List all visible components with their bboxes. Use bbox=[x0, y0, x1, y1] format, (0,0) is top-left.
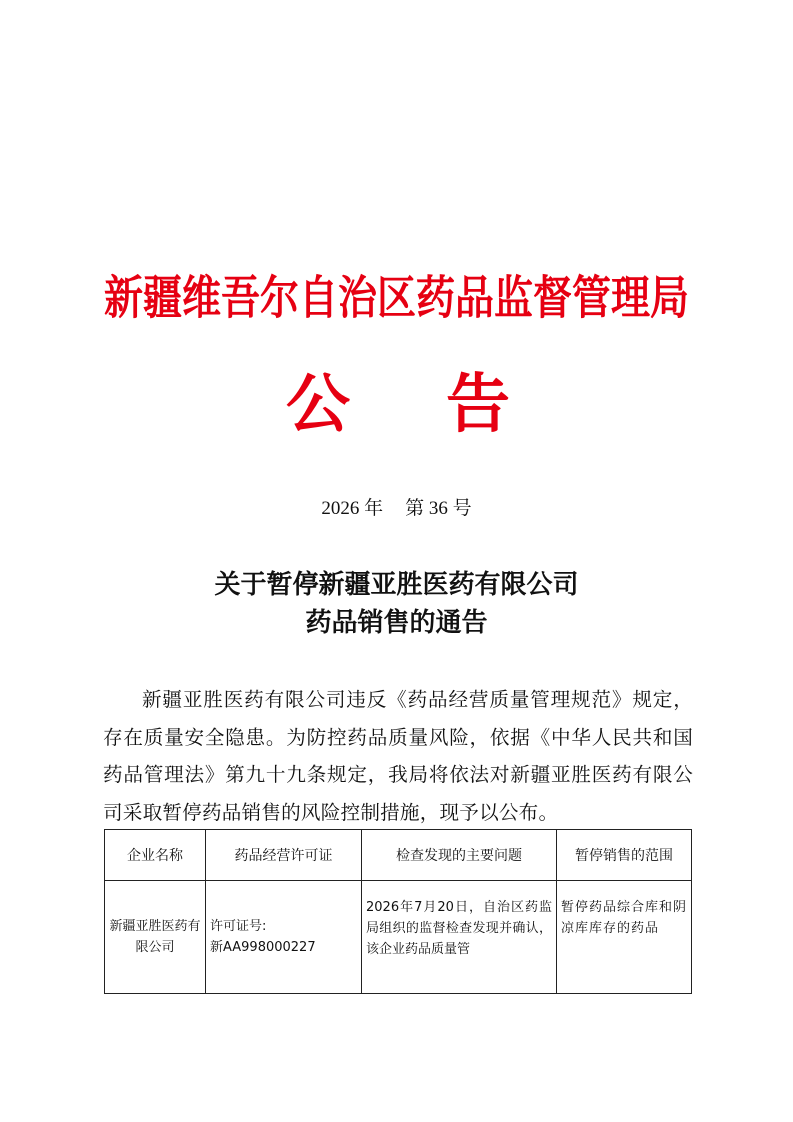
header-scope: 暂停销售的范围 bbox=[557, 830, 692, 881]
header-license: 药品经营许可证 bbox=[206, 830, 362, 881]
issues-text: 2026年7月20日，自治区药监局组织的监督检查发现并确认，该企业药品质量管 bbox=[366, 900, 552, 957]
table-header-row bbox=[105, 830, 692, 881]
body-paragraph: 新疆亚胜医药有限公司违反《药品经营质量管理规范》规定，存在质量安全隐患。为防控药品质量风险，依据《中华人民共和国药品管理法》第九十九条规定，我局将依法对新疆亚胜医药有限公司采取暂停药品销售的风险控制措施，现予以公布。 bbox=[103, 688, 693, 824]
cell-scope: 暂停药品综合库和阴凉库库存的药品 bbox=[557, 881, 692, 994]
header-issues: 检查发现的主要问题 bbox=[362, 830, 557, 881]
org-title: 新疆维吾尔自治区药品监督管理局 bbox=[103, 270, 689, 326]
document-year: 2026 年 bbox=[321, 498, 384, 519]
headline-line-2: 药品销售的通告 bbox=[305, 608, 488, 638]
cell-company: 新疆亚胜医药有限公司 bbox=[105, 881, 206, 994]
document-number bbox=[0, 495, 793, 523]
header-company: 企业名称 bbox=[105, 830, 206, 881]
license-number: 新AA998000227 bbox=[210, 940, 316, 955]
notice-heading bbox=[0, 365, 793, 445]
table-row bbox=[105, 881, 692, 994]
notice-word-2: 告 bbox=[446, 367, 510, 442]
cell-issues bbox=[362, 881, 557, 994]
cell-license bbox=[206, 881, 362, 994]
notice-word-1: 公 bbox=[286, 367, 350, 442]
license-label: 许可证号: bbox=[210, 919, 267, 934]
headline-line-1: 关于暂停新疆亚胜医药有限公司 bbox=[214, 570, 579, 600]
document-serial: 第 36 号 bbox=[405, 498, 472, 519]
suspension-table bbox=[104, 829, 692, 994]
